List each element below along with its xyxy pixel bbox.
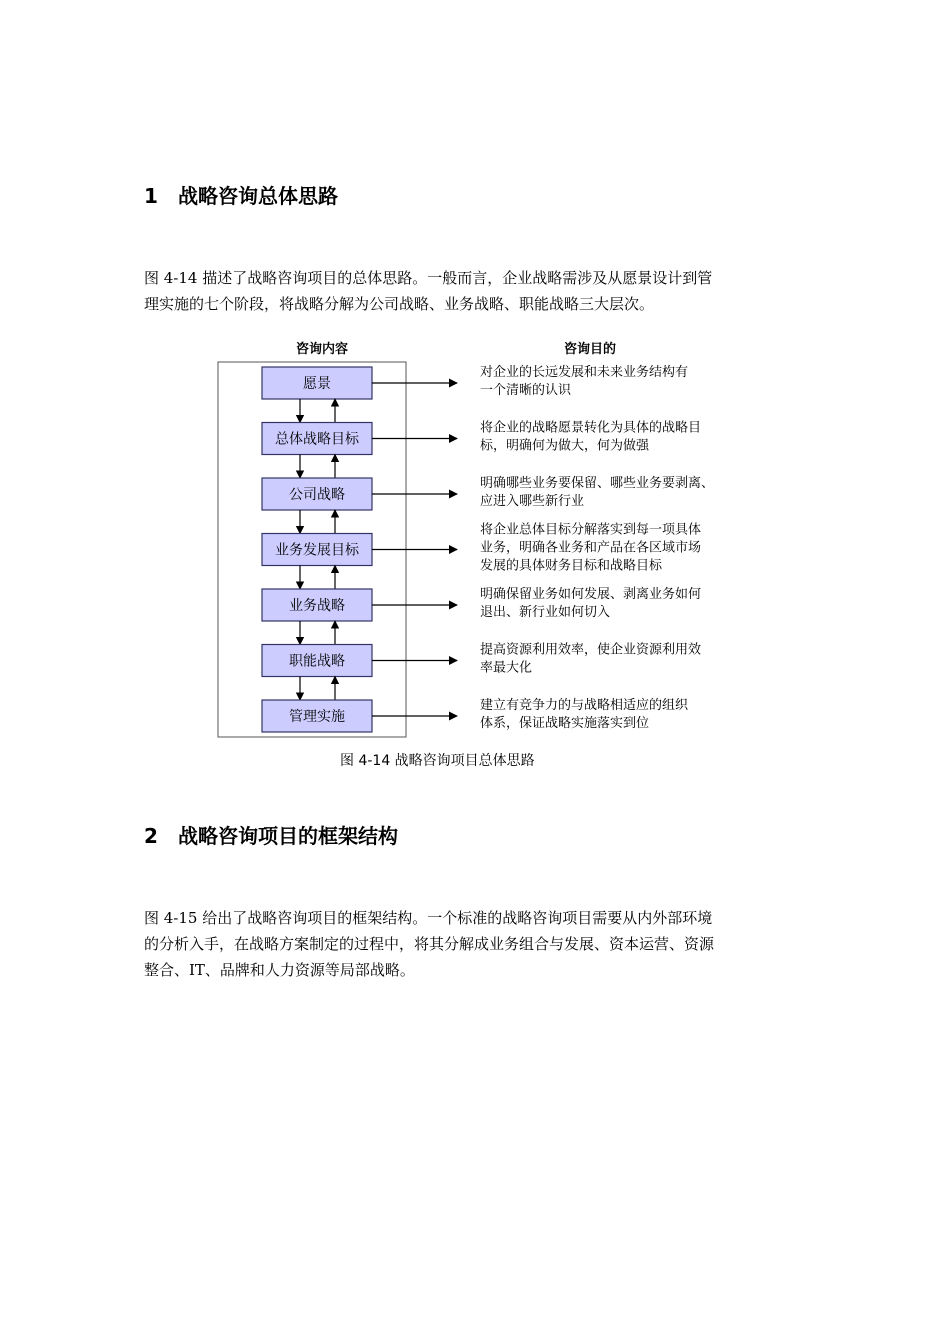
step-label: 愿景 xyxy=(303,376,331,392)
step-purpose-line: 率最大化 xyxy=(480,660,533,676)
step-purpose-line: 将企业总体目标分解落实到每一项具体 xyxy=(480,522,702,538)
section-1-heading xyxy=(144,180,338,209)
diagram-right-header: 咨询目的 xyxy=(563,342,617,357)
step-purpose-line: 应进入哪些新行业 xyxy=(480,494,585,509)
figure-caption: 图 4-14 战略咨询项目总体思路 xyxy=(340,753,535,769)
step-purpose-line: 对企业的长远发展和未来业务结构有 xyxy=(480,365,689,380)
step-label: 管理实施 xyxy=(289,709,345,725)
step-label: 公司战略 xyxy=(289,487,345,503)
paragraph-2-line: 的分析入手，在战略方案制定的过程中，将其分解成业务组合与发展、资本运营、资源 xyxy=(144,935,715,953)
step-purpose-line: 标，明确何为做大，何为做强 xyxy=(480,438,650,454)
paragraph-1-line: 理实施的七个阶段，将战略分解为公司战略、业务战略、职能战略三大层次。 xyxy=(144,295,655,313)
section-1-title: 战略咨询总体思路 xyxy=(178,184,338,208)
step-label: 职能战略 xyxy=(289,653,345,670)
step-purpose-line: 明确哪些业务要保留、哪些业务要剥离、 xyxy=(480,476,715,491)
paragraph-1 xyxy=(144,265,809,317)
paragraph-2 xyxy=(144,905,809,983)
section-2-title: 战略咨询项目的框架结构 xyxy=(178,824,398,848)
paragraph-1-line: 图 4-14 描述了战略咨询项目的总体思路。一般而言，企业战略需涉及从愿景设计到管 xyxy=(144,269,713,287)
step-purpose-line: 明确保留业务如何发展、剥离业务如何 xyxy=(480,587,702,602)
step-purpose-line: 一个清晰的认识 xyxy=(480,383,572,398)
step-purpose-line: 建立有竞争力的与战略相适应的组织 xyxy=(480,698,689,713)
step-label: 业务发展目标 xyxy=(275,542,359,559)
section-2-number: 2 xyxy=(144,824,158,848)
paragraph-2-line: 图 4-15 给出了战略咨询项目的框架结构。一个标准的战略咨询项目需要从内外部环境 xyxy=(144,909,713,927)
section-2-heading xyxy=(144,820,398,849)
section-1-number: 1 xyxy=(144,184,158,208)
step-purpose-line: 退出、新行业如何切入 xyxy=(480,605,611,620)
step-label: 总体战略目标 xyxy=(275,431,359,448)
diagram-left-header: 咨询内容 xyxy=(295,342,349,357)
paragraph-2-line: 整合、IT、品牌和人力资源等局部战略。 xyxy=(144,961,415,979)
step-purpose-line: 提高资源利用效率，使企业资源利用效 xyxy=(480,642,702,658)
step-label: 业务战略 xyxy=(289,598,345,614)
strategy-flow-diagram xyxy=(205,335,765,745)
step-purpose-line: 将企业的战略愿景转化为具体的战略目 xyxy=(480,420,702,436)
step-purpose-line: 发展的具体财务目标和战略目标 xyxy=(480,558,663,574)
step-purpose-line: 业务，明确各业务和产品在各区域市场 xyxy=(480,540,702,556)
step-purpose-line: 体系，保证战略实施落实到位 xyxy=(480,716,650,731)
